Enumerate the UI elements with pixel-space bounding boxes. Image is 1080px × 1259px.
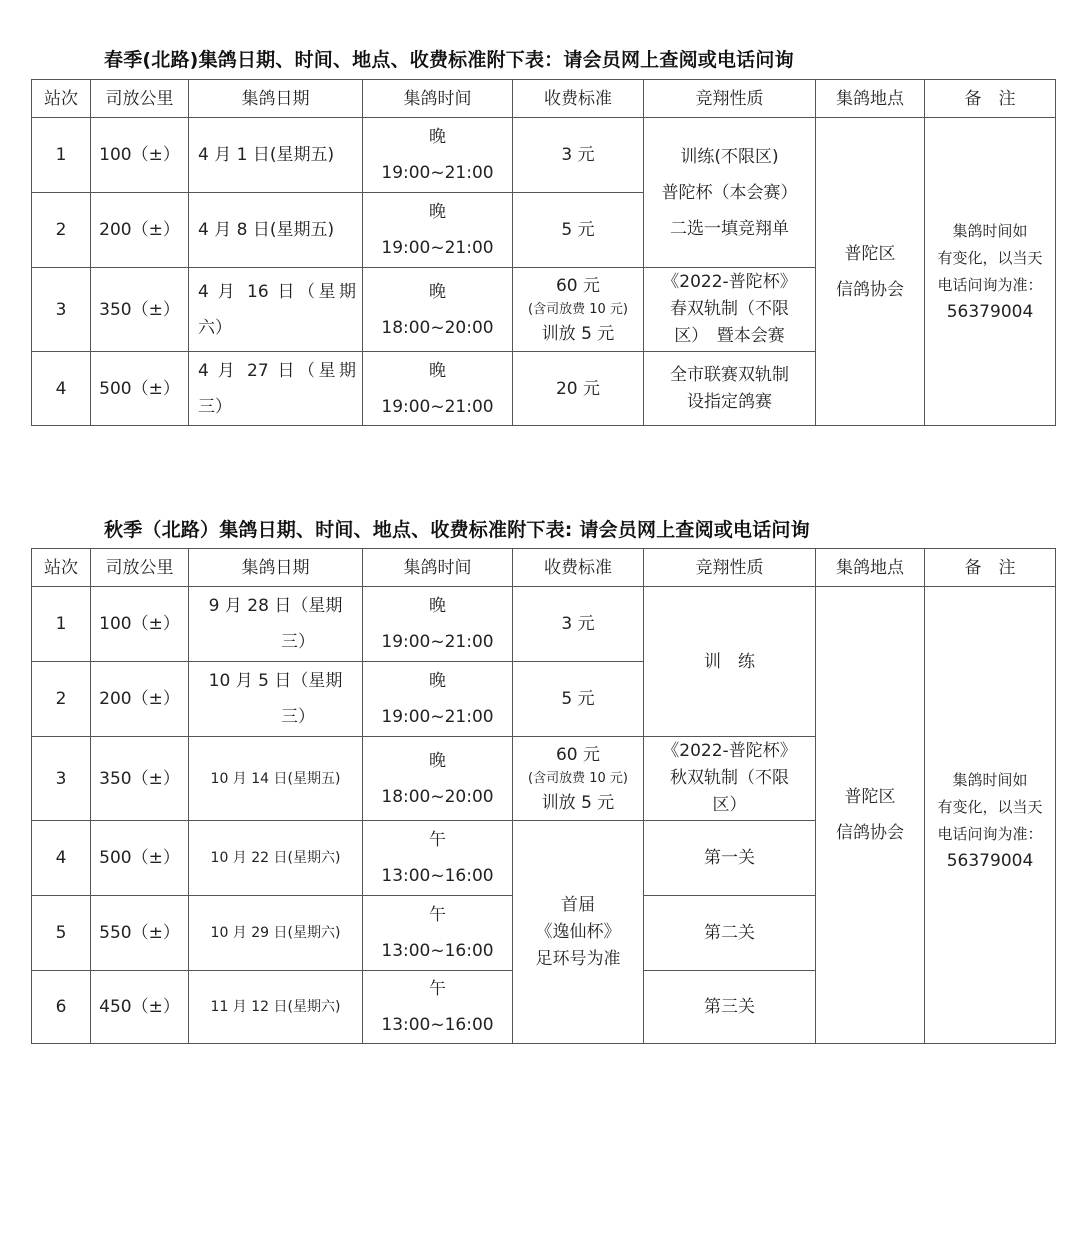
time-range: 18:00~20:00 bbox=[381, 317, 494, 338]
header-nature: 竞翔性质 bbox=[644, 80, 816, 118]
nature-cell bbox=[644, 737, 816, 821]
nature-cell bbox=[644, 118, 816, 268]
date-cell: 10 月 29 日(星期六) bbox=[189, 896, 363, 971]
station-cell: 3 bbox=[32, 737, 91, 821]
nature-line: 《2022-普陀杯》 bbox=[662, 272, 797, 292]
header-station: 站次 bbox=[32, 549, 91, 587]
time-cell bbox=[363, 737, 513, 821]
fee-detail: (含司放费 10 元) bbox=[528, 770, 628, 786]
spring-schedule-table bbox=[31, 79, 1056, 426]
fee-cell bbox=[513, 737, 644, 821]
nature-line: 全市联赛双轨制 bbox=[670, 364, 789, 385]
km-cell: 500（±） bbox=[91, 352, 189, 426]
location-cell bbox=[816, 118, 925, 426]
time-cell bbox=[363, 896, 513, 971]
km-cell: 550（±） bbox=[91, 896, 189, 971]
time-period: 午 bbox=[429, 830, 446, 850]
station-cell: 4 bbox=[32, 821, 91, 896]
fee-amount: 60 元 bbox=[555, 744, 601, 765]
fee-cell: 3 元 bbox=[513, 118, 644, 193]
fee-line: 首届 bbox=[561, 894, 595, 915]
nature-line: 普陀杯（本会赛） bbox=[661, 182, 798, 203]
fee-training: 训放 5 元 bbox=[541, 323, 615, 344]
fee-line: 《逸仙杯》 bbox=[535, 921, 621, 942]
time-range: 19:00~21:00 bbox=[381, 707, 494, 727]
time-period: 午 bbox=[429, 979, 446, 999]
note-phone: 56379004 bbox=[946, 851, 1034, 871]
location-line: 信鸽协会 bbox=[836, 823, 904, 843]
table-header-row bbox=[32, 549, 1056, 587]
km-cell: 100（±） bbox=[91, 118, 189, 193]
time-period: 晚 bbox=[429, 596, 446, 616]
fee-cell: 20 元 bbox=[513, 352, 644, 426]
time-cell bbox=[363, 971, 513, 1044]
time-cell bbox=[363, 352, 513, 426]
time-range: 13:00~16:00 bbox=[381, 941, 494, 961]
nature-cell: 第二关 bbox=[644, 896, 816, 971]
nature-cell: 第一关 bbox=[644, 821, 816, 896]
km-cell: 350（±） bbox=[91, 268, 189, 352]
location-line: 普陀区 bbox=[844, 787, 896, 807]
fee-line: 足环号为准 bbox=[535, 948, 621, 969]
time-range: 13:00~16:00 bbox=[381, 866, 494, 886]
station-cell: 2 bbox=[32, 193, 91, 268]
date-line: 10 月 5 日（星期 bbox=[208, 671, 343, 691]
km-cell: 350（±） bbox=[91, 737, 189, 821]
fee-cell: 5 元 bbox=[513, 193, 644, 268]
note-phone: 56379004 bbox=[946, 301, 1034, 322]
time-cell bbox=[363, 662, 513, 737]
km-cell: 100（±） bbox=[91, 587, 189, 662]
date-line: 三） bbox=[281, 707, 315, 727]
location-cell bbox=[816, 587, 925, 1044]
km-cell: 200（±） bbox=[91, 193, 189, 268]
note-line: 集鸽时间如 bbox=[952, 771, 1028, 789]
nature-line: 训练(不限区) bbox=[680, 146, 779, 167]
date-cell: 10 月 22 日(星期六) bbox=[189, 821, 363, 896]
header-station: 站次 bbox=[32, 80, 91, 118]
header-date: 集鸽日期 bbox=[189, 549, 363, 587]
time-range: 13:00~16:00 bbox=[381, 1015, 494, 1035]
date-line: 9 月 28 日（星期 bbox=[208, 596, 343, 616]
header-nature: 竞翔性质 bbox=[644, 549, 816, 587]
time-range: 19:00~21:00 bbox=[381, 163, 494, 183]
header-note: 备 注 bbox=[925, 549, 1056, 587]
note-line: 电话问询为准： bbox=[937, 275, 1043, 294]
station-cell: 1 bbox=[32, 118, 91, 193]
fee-training: 训放 5 元 bbox=[541, 792, 615, 813]
nature-line: 《2022-普陀杯》 bbox=[662, 741, 797, 761]
header-location: 集鸽地点 bbox=[816, 549, 925, 587]
date-cell bbox=[189, 662, 363, 737]
date-cell: 4 月 1 日(星期五) bbox=[189, 118, 363, 193]
km-cell: 500（±） bbox=[91, 821, 189, 896]
station-cell: 2 bbox=[32, 662, 91, 737]
time-cell bbox=[363, 193, 513, 268]
time-period: 晚 bbox=[429, 671, 446, 691]
header-fee: 收费标准 bbox=[513, 80, 644, 118]
note-line: 有变化，以当天 bbox=[937, 248, 1043, 267]
table-row bbox=[32, 118, 1056, 193]
time-cell bbox=[363, 268, 513, 352]
nature-cell: 训 练 bbox=[644, 587, 816, 737]
fee-cell: 3 元 bbox=[513, 587, 644, 662]
time-period: 晚 bbox=[429, 360, 446, 381]
fee-cell bbox=[513, 821, 644, 1044]
time-period: 晚 bbox=[429, 281, 446, 302]
nature-cell bbox=[644, 268, 816, 352]
km-cell: 450（±） bbox=[91, 971, 189, 1044]
date-cell: 4 月 16 日（星期六） bbox=[189, 268, 363, 352]
km-cell: 200（±） bbox=[91, 662, 189, 737]
table-header-row bbox=[32, 80, 1056, 118]
time-period: 午 bbox=[429, 905, 446, 925]
nature-line: 区） bbox=[712, 795, 747, 815]
date-cell: 4 月 27 日（星期三） bbox=[189, 352, 363, 426]
time-cell bbox=[363, 118, 513, 193]
header-time: 集鸽时间 bbox=[363, 549, 513, 587]
fee-detail: (含司放费 10 元) bbox=[528, 301, 628, 317]
time-period: 晚 bbox=[429, 127, 446, 147]
spring-table-title: 春季(北路)集鸽日期、时间、地点、收费标准附下表：请会员网上查阅或电话问询 bbox=[104, 49, 794, 71]
time-range: 19:00~21:00 bbox=[381, 632, 494, 652]
nature-cell: 第三关 bbox=[644, 971, 816, 1044]
header-km: 司放公里 bbox=[91, 80, 189, 118]
time-period: 晚 bbox=[429, 202, 446, 222]
fee-cell bbox=[513, 268, 644, 352]
note-line: 集鸽时间如 bbox=[952, 221, 1028, 240]
note-cell bbox=[925, 587, 1056, 1044]
time-cell bbox=[363, 821, 513, 896]
nature-line: 二选一填竞翔单 bbox=[670, 218, 789, 239]
note-line: 电话问询为准： bbox=[937, 825, 1043, 843]
time-range: 19:00~21:00 bbox=[381, 238, 494, 258]
station-cell: 6 bbox=[32, 971, 91, 1044]
note-cell bbox=[925, 118, 1056, 426]
location-line: 普陀区 bbox=[844, 243, 896, 264]
station-cell: 1 bbox=[32, 587, 91, 662]
date-cell: 11 月 12 日(星期六) bbox=[189, 971, 363, 1044]
date-cell: 10 月 14 日(星期五) bbox=[189, 737, 363, 821]
autumn-table-title: 秋季（北路）集鸽日期、时间、地点、收费标准附下表: 请会员网上查阅或电话问询 bbox=[104, 519, 810, 541]
station-cell: 3 bbox=[32, 268, 91, 352]
time-cell bbox=[363, 587, 513, 662]
header-km: 司放公里 bbox=[91, 549, 189, 587]
nature-line: 春双轨制（不限 bbox=[670, 299, 789, 319]
header-note: 备 注 bbox=[925, 80, 1056, 118]
station-cell: 5 bbox=[32, 896, 91, 971]
header-date: 集鸽日期 bbox=[189, 80, 363, 118]
time-range: 18:00~20:00 bbox=[381, 786, 494, 807]
header-location: 集鸽地点 bbox=[816, 80, 925, 118]
date-cell: 4 月 8 日(星期五) bbox=[189, 193, 363, 268]
fee-amount: 60 元 bbox=[555, 275, 601, 296]
date-cell bbox=[189, 587, 363, 662]
time-period: 晚 bbox=[429, 750, 446, 771]
nature-cell bbox=[644, 352, 816, 426]
header-time: 集鸽时间 bbox=[363, 80, 513, 118]
fee-cell: 5 元 bbox=[513, 662, 644, 737]
nature-line: 区） 暨本会赛 bbox=[674, 326, 785, 346]
autumn-schedule-table bbox=[31, 548, 1056, 1044]
station-cell: 4 bbox=[32, 352, 91, 426]
note-line: 有变化，以当天 bbox=[937, 798, 1043, 816]
location-line: 信鸽协会 bbox=[836, 279, 904, 300]
time-range: 19:00~21:00 bbox=[381, 396, 494, 417]
header-fee: 收费标准 bbox=[513, 549, 644, 587]
nature-line: 秋双轨制（不限 bbox=[670, 768, 789, 788]
date-line: 三） bbox=[281, 632, 315, 652]
table-row bbox=[32, 587, 1056, 662]
nature-line: 设指定鸽赛 bbox=[687, 391, 772, 412]
